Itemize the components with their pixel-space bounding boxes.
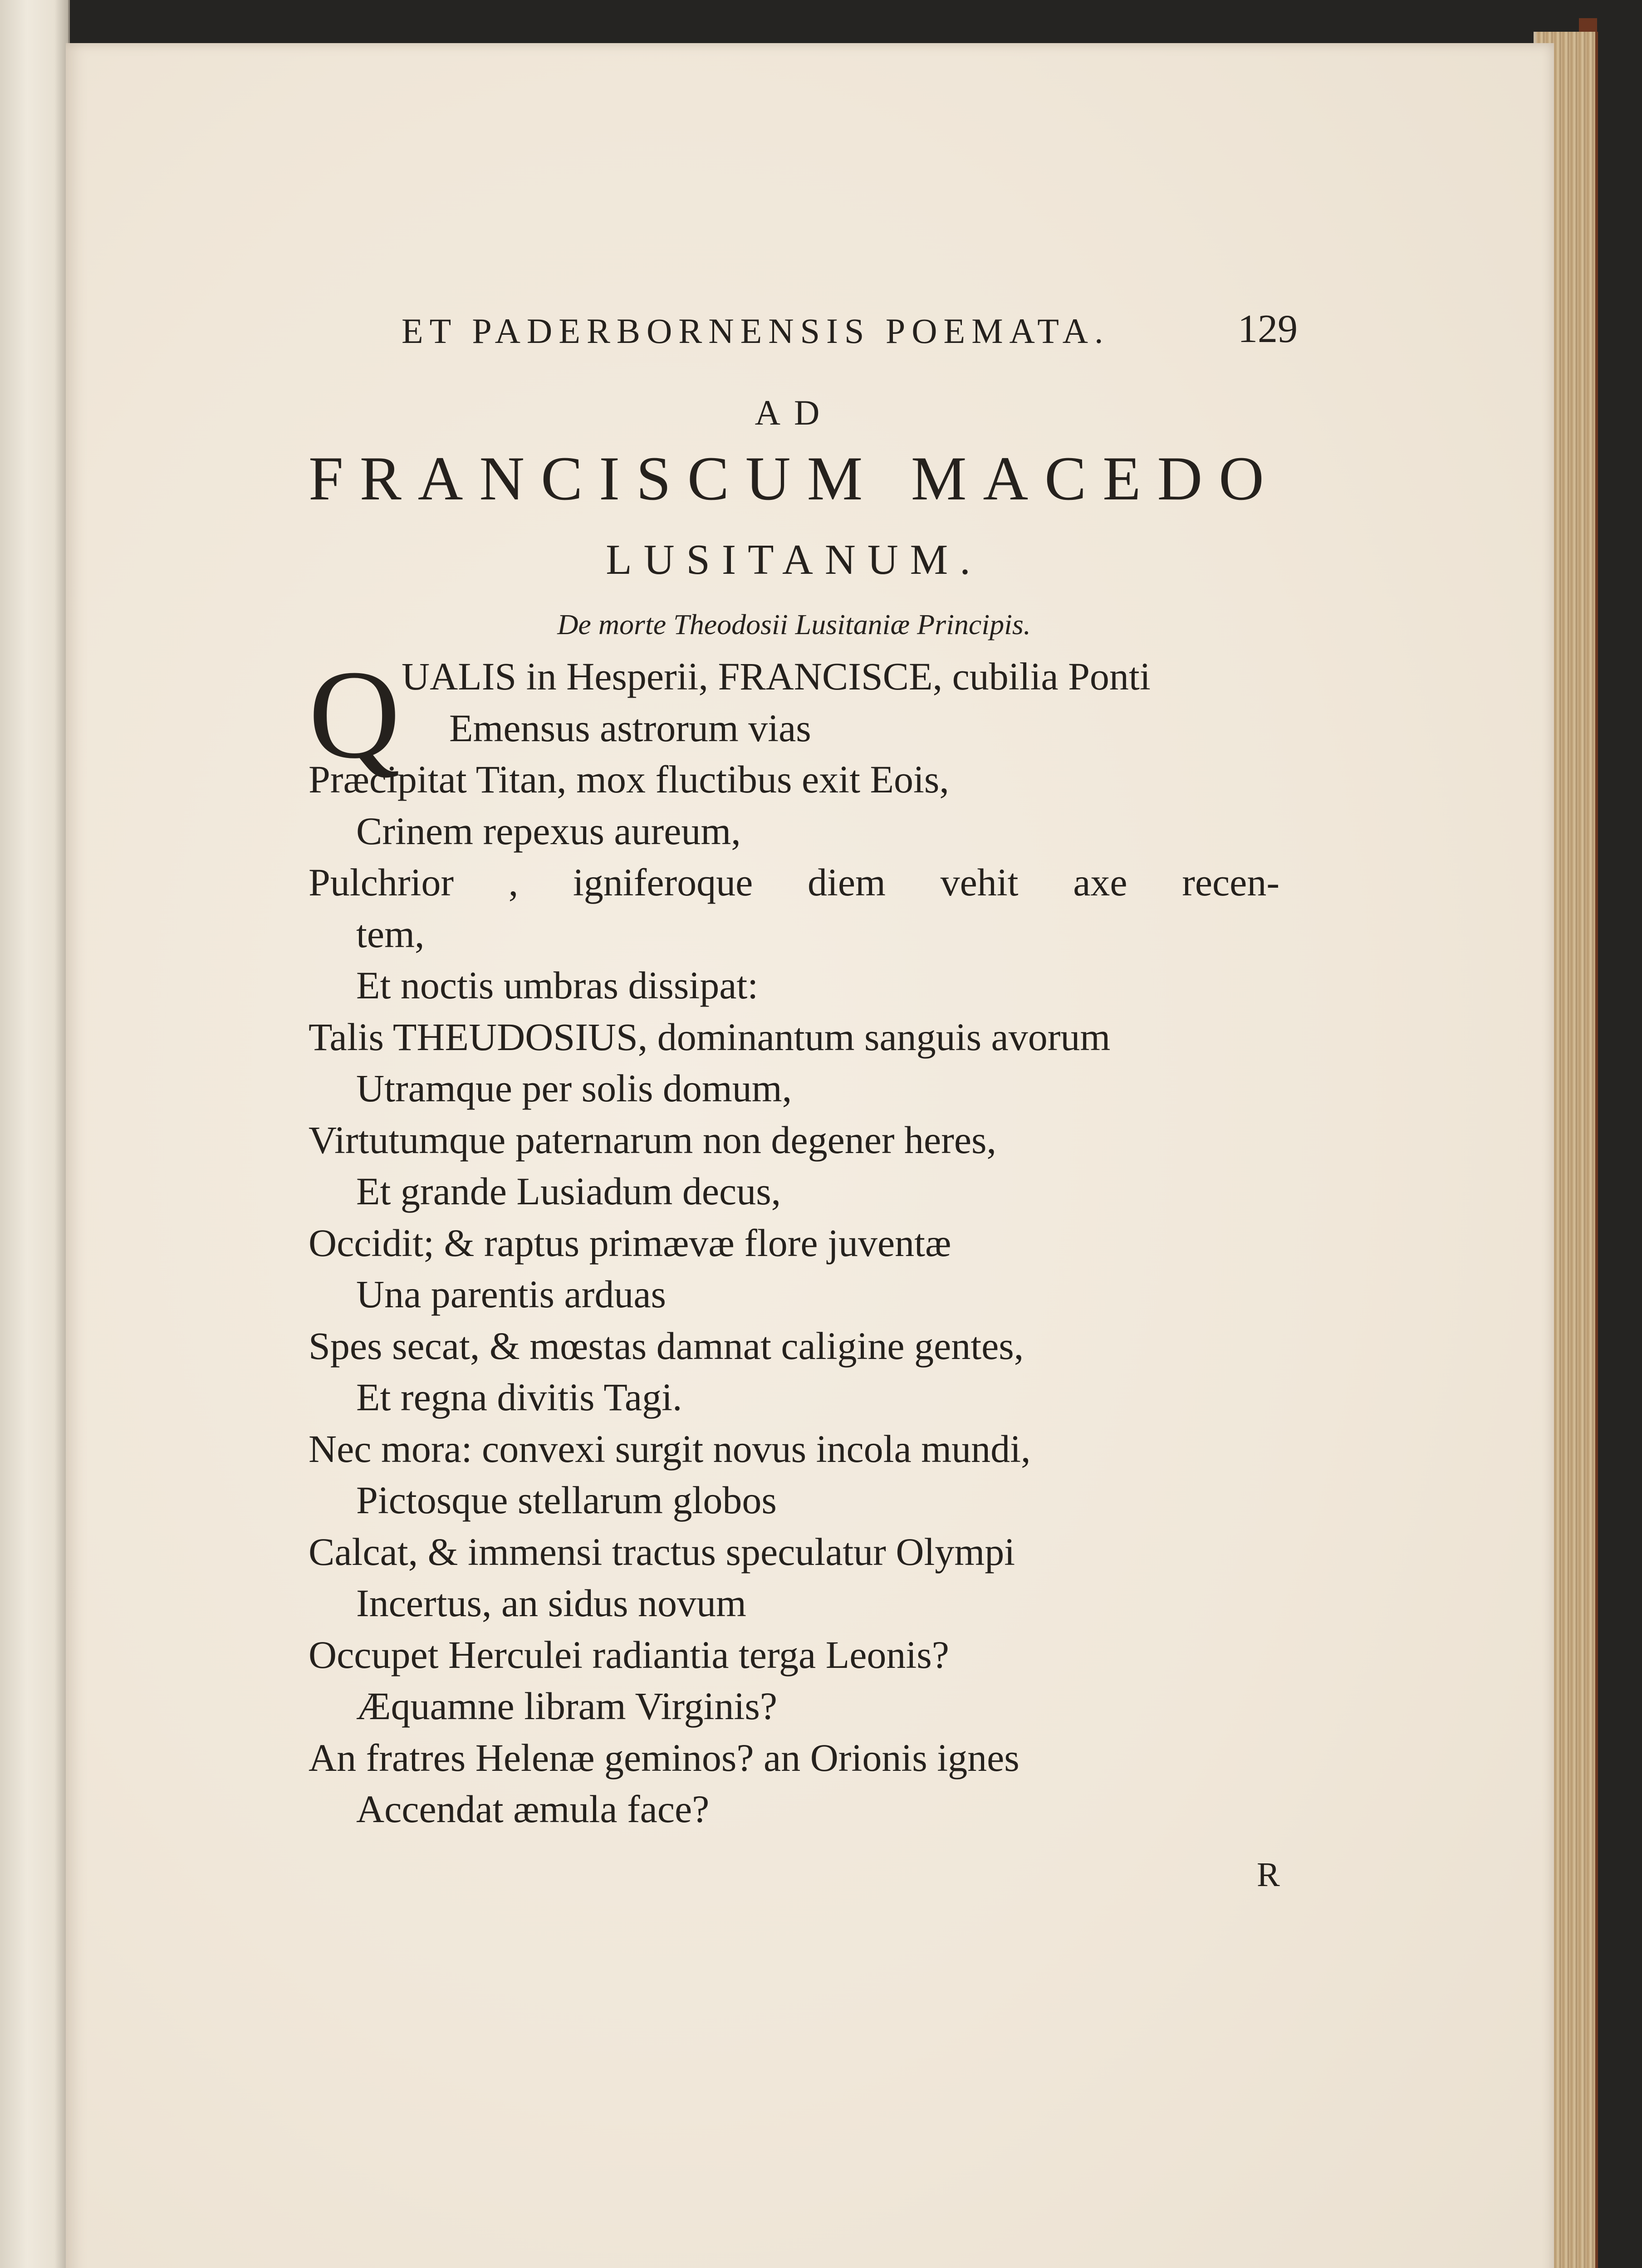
poem-line: Et grande Lusiadum decus, (356, 1169, 781, 1213)
poem-line: Utramque per solis domum, (356, 1066, 792, 1110)
poem-line: An fratres Helenæ geminos? an Orionis ignes (309, 1735, 1020, 1779)
poem-line: Talis THEUDOSIUS, dominantum sanguis avorum (309, 1015, 1111, 1059)
facing-page-edge (0, 0, 70, 2268)
heading-nation: LUSITANUM. (606, 536, 982, 583)
poem-line: Et noctis umbras dissipat: (356, 963, 759, 1007)
heading-name: FRANCISCUM MACEDO (309, 444, 1280, 513)
poem-line: Æquamne libram Virginis? (356, 1684, 777, 1728)
running-head (309, 306, 1298, 356)
poem-line: tem, (356, 912, 425, 956)
poem (309, 644, 1279, 1835)
poem-line: Accendat æmula face? (356, 1787, 710, 1831)
poem-line: Pictosque stellarum globos (356, 1478, 777, 1522)
poem-line: Nec mora: convexi surgit novus incola mundi, (309, 1427, 1031, 1471)
heading-ad: AD (755, 393, 833, 432)
page-number: 129 (1238, 307, 1298, 351)
poem-line: Præcipitat Titan, mox fluctibus exit Eois, (309, 758, 949, 801)
poem-line: Occidit; & raptus primævæ flore juventæ (309, 1221, 951, 1265)
running-title: ET PADERBORNENSIS POEMATA. (402, 311, 1110, 351)
poem-line: UALIS in Hesperii, FRANCISCE, cubilia Ponti (402, 655, 1151, 698)
poem-line: Pulchrior , igniferoque diem vehit axe recen- (309, 860, 1279, 904)
poem-line: Crinem repexus aureum, (356, 809, 741, 853)
book-page (66, 43, 1554, 2268)
poem-line: Et regna divitis Tagi. (356, 1375, 682, 1419)
heading-subtitle: De morte Theodosii Lusitaniæ Principis. (557, 608, 1031, 640)
poem-line: Incertus, an sidus novum (356, 1581, 746, 1625)
poem-line: Una parentis arduas (356, 1272, 666, 1316)
catchword: R (1257, 1856, 1280, 1894)
poem-line: Calcat, & immensi tractus speculatur Olympi (309, 1530, 1015, 1574)
drop-cap: Q (309, 644, 401, 785)
poem-line: Occupet Herculei radiantia terga Leonis? (309, 1633, 949, 1677)
poem-line: Spes secat, & mœstas damnat caligine gentes, (309, 1324, 1024, 1368)
poem-line: Virtutumque paternarum non degener heres, (309, 1118, 997, 1162)
poem-line: Emensus astrorum vias (449, 706, 811, 750)
